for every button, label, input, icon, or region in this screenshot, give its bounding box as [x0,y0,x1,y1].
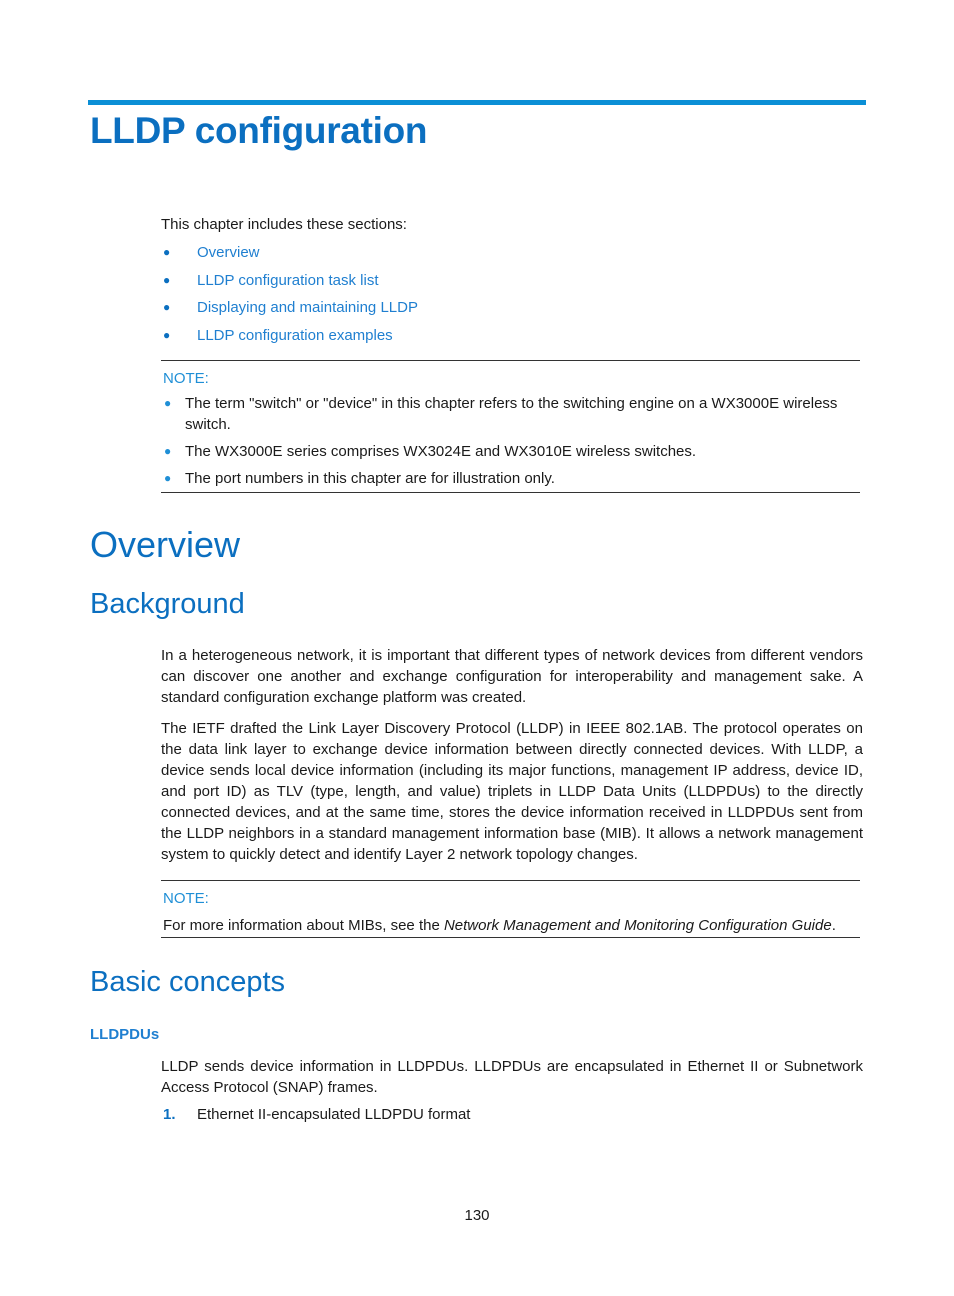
page-number: 130 [464,1207,490,1224]
section-toc-list [161,242,418,352]
step-text: Ethernet II-encapsulated LLDPDU format [197,1106,471,1123]
note-item-text: The term "switch" or "device" in this chapter refers to the switching engine on a WX3000E wireless switch. [185,395,838,433]
note-item [161,468,860,489]
lldpdus-heading: LLDPDUs [90,1026,160,1043]
bullet-icon: ● [163,327,171,342]
bullet-icon: ● [163,300,171,314]
note-box-1 [161,360,860,493]
toc-item [161,325,418,353]
note-list [161,393,860,489]
bullet-icon: ● [164,471,172,485]
intro-text: This chapter includes these sections: [161,216,407,233]
note-label: NOTE: [163,370,209,387]
toc-link-examples[interactable]: LLDP configuration examples [197,326,393,344]
background-heading: Background [90,588,245,620]
note-text-suffix: . [831,917,836,934]
bullet-icon: ● [164,444,172,458]
bullet-icon: ● [164,396,172,410]
background-paragraph-2: The IETF drafted the Link Layer Discovery Protocol (LLDP) in IEEE 802.1AB. The protocol operates on the data link layer to exchange device information between directly connected devices. With LLDP, a device sends local device information (including its major functions, management IP address, device ID, and port ID) as TLV (type, length, and value) triplets in LLDP Data Units (LLDPDUs) to the directly connected devices, and at the same time, stores the device information received in LLDPDUs sent from the LLDP neighbors in a standard management information base (MIB). It allows a network management system to quickly detect and identify Layer 2 network topology changes. [161,720,863,863]
note-text [163,915,860,936]
note-item-text: The WX3000E series comprises WX3024E and WX3010E wireless switches. [185,443,697,460]
note-box-2 [161,880,860,938]
note-item [161,441,860,462]
step-number: 1. [163,1106,176,1123]
overview-heading: Overview [90,524,241,565]
lldpdus-paragraph: LLDP sends device information in LLDPDUs. LLDPDUs are encapsulated in Ethernet II or Subnetwork Access Protocol (SNAP) frames. [161,1058,863,1096]
bullet-icon: ● [163,245,171,259]
note-item [161,393,860,435]
numbered-step [163,1104,470,1125]
toc-item [161,270,418,298]
basic-concepts-heading: Basic concepts [90,966,286,998]
note-item-text: The port numbers in this chapter are for illustration only. [185,470,555,487]
guide-reference: Network Management and Monitoring Configuration Guide [443,917,832,934]
toc-item [161,297,418,325]
toc-link-displaying[interactable]: Displaying and maintaining LLDP [197,299,418,316]
note-label: NOTE: [163,890,209,907]
bullet-icon: ● [163,272,171,287]
toc-link-task-list[interactable]: LLDP configuration task list [197,271,379,289]
note-text-prefix: For more information about MIBs, see the [163,917,444,934]
toc-link-overview[interactable]: Overview [197,244,260,261]
background-paragraph-1: In a heterogeneous network, it is important that different types of network devices from different vendors can discover one another and exchange configuration for interoperability and management sake. A standard configuration exchange platform was created. [161,647,863,706]
chapter-title: LLDP configuration [90,110,428,151]
chapter-top-rule [88,100,866,105]
toc-item [161,242,418,270]
